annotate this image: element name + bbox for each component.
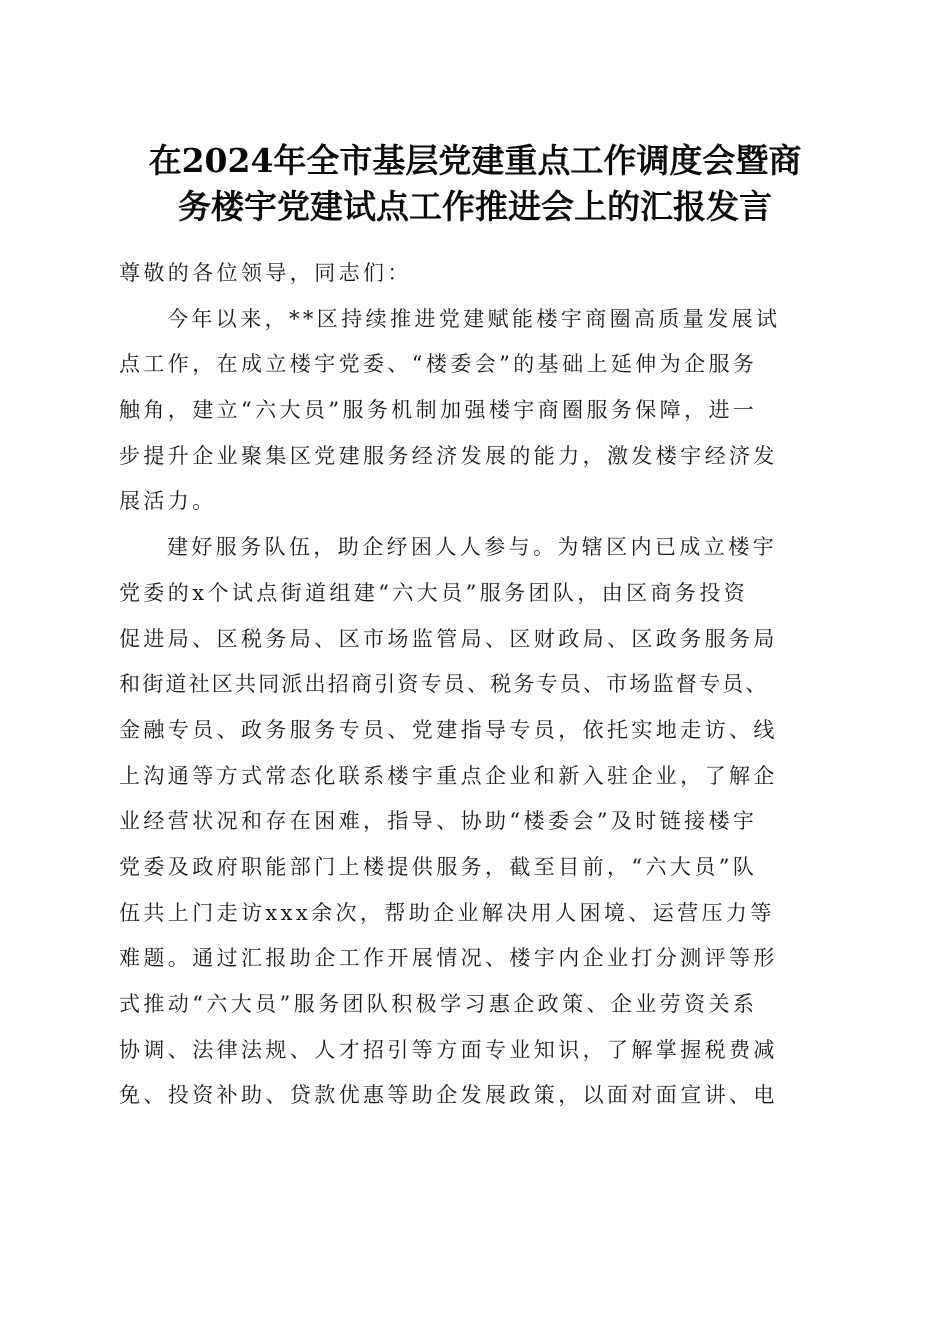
paragraph-line: 点工作，在成立楼宇党委、“楼委会”的基础上延伸为企服务 xyxy=(119,352,758,377)
paragraph-line: 促进局、区税务局、区市场监管局、区财政局、区政务服务局 xyxy=(119,626,778,651)
paragraph-line: 式推动“六大员”服务团队积极学习惠企政策、企业劳资关系 xyxy=(119,992,758,1016)
paragraph-line: 建好服务队伍，助企纾困人人参与。为辖区内已成立楼宇 xyxy=(167,535,777,560)
paragraph-line: 上沟通等方式常态化联系楼宇重点企业和新入驻企业，了解企 xyxy=(119,763,778,788)
title-line-1: 在2024年全市基层党建重点工作调度会暨商 xyxy=(148,141,802,180)
paragraph-line: 金融专员、政务服务专员、党建指导专员，依托实地走访、线 xyxy=(119,717,778,742)
paragraph-line: 今年以来，**区持续推进党建赋能楼宇商圈高质量发展试 xyxy=(167,306,781,331)
paragraph-line: 党委的x个试点街道组建“六大员”服务团队，由区商务投资 xyxy=(119,580,749,605)
paragraph-line: 展活力。 xyxy=(119,489,217,514)
paragraph-line: 和街道社区共同派出招商引资专员、税务专员、市场监督专员、 xyxy=(119,672,769,697)
paragraph-1 xyxy=(119,297,831,525)
paragraph-line: 伍共上门走访xxx余次，帮助企业解决用人困境、运营压力等 xyxy=(119,900,775,925)
paragraph-line: 免、投资补助、贷款优惠等助企发展政策，以面对面宣讲、电 xyxy=(119,1083,778,1108)
paragraph-2 xyxy=(119,525,831,1119)
paragraph-line: 步提升企业聚集区党建服务经济发展的能力，激发楼宇经济发 xyxy=(119,443,778,468)
paragraph-line: 党委及政府职能部门上楼提供服务，截至目前，“六大员”队 xyxy=(119,854,758,879)
paragraph-line: 触角，建立“六大员”服务机制加强楼宇商圈服务保障，进一 xyxy=(119,398,758,423)
document-title xyxy=(90,138,860,230)
paragraph-line: 难题。通过汇报助企工作开展情况、楼宇内企业打分测评等形 xyxy=(119,946,778,971)
salutation: 尊敬的各位领导，同志们： xyxy=(119,261,412,285)
document-body xyxy=(119,251,831,1119)
paragraph-line: 协调、法律法规、人才招引等方面专业知识，了解掌握税费减 xyxy=(119,1037,778,1062)
paragraph-line: 业经营状况和存在困难，指导、协助“楼委会”及时链接楼宇 xyxy=(119,809,758,834)
title-line-2: 务楼宇党建试点工作推进会上的汇报发言 xyxy=(178,187,772,226)
